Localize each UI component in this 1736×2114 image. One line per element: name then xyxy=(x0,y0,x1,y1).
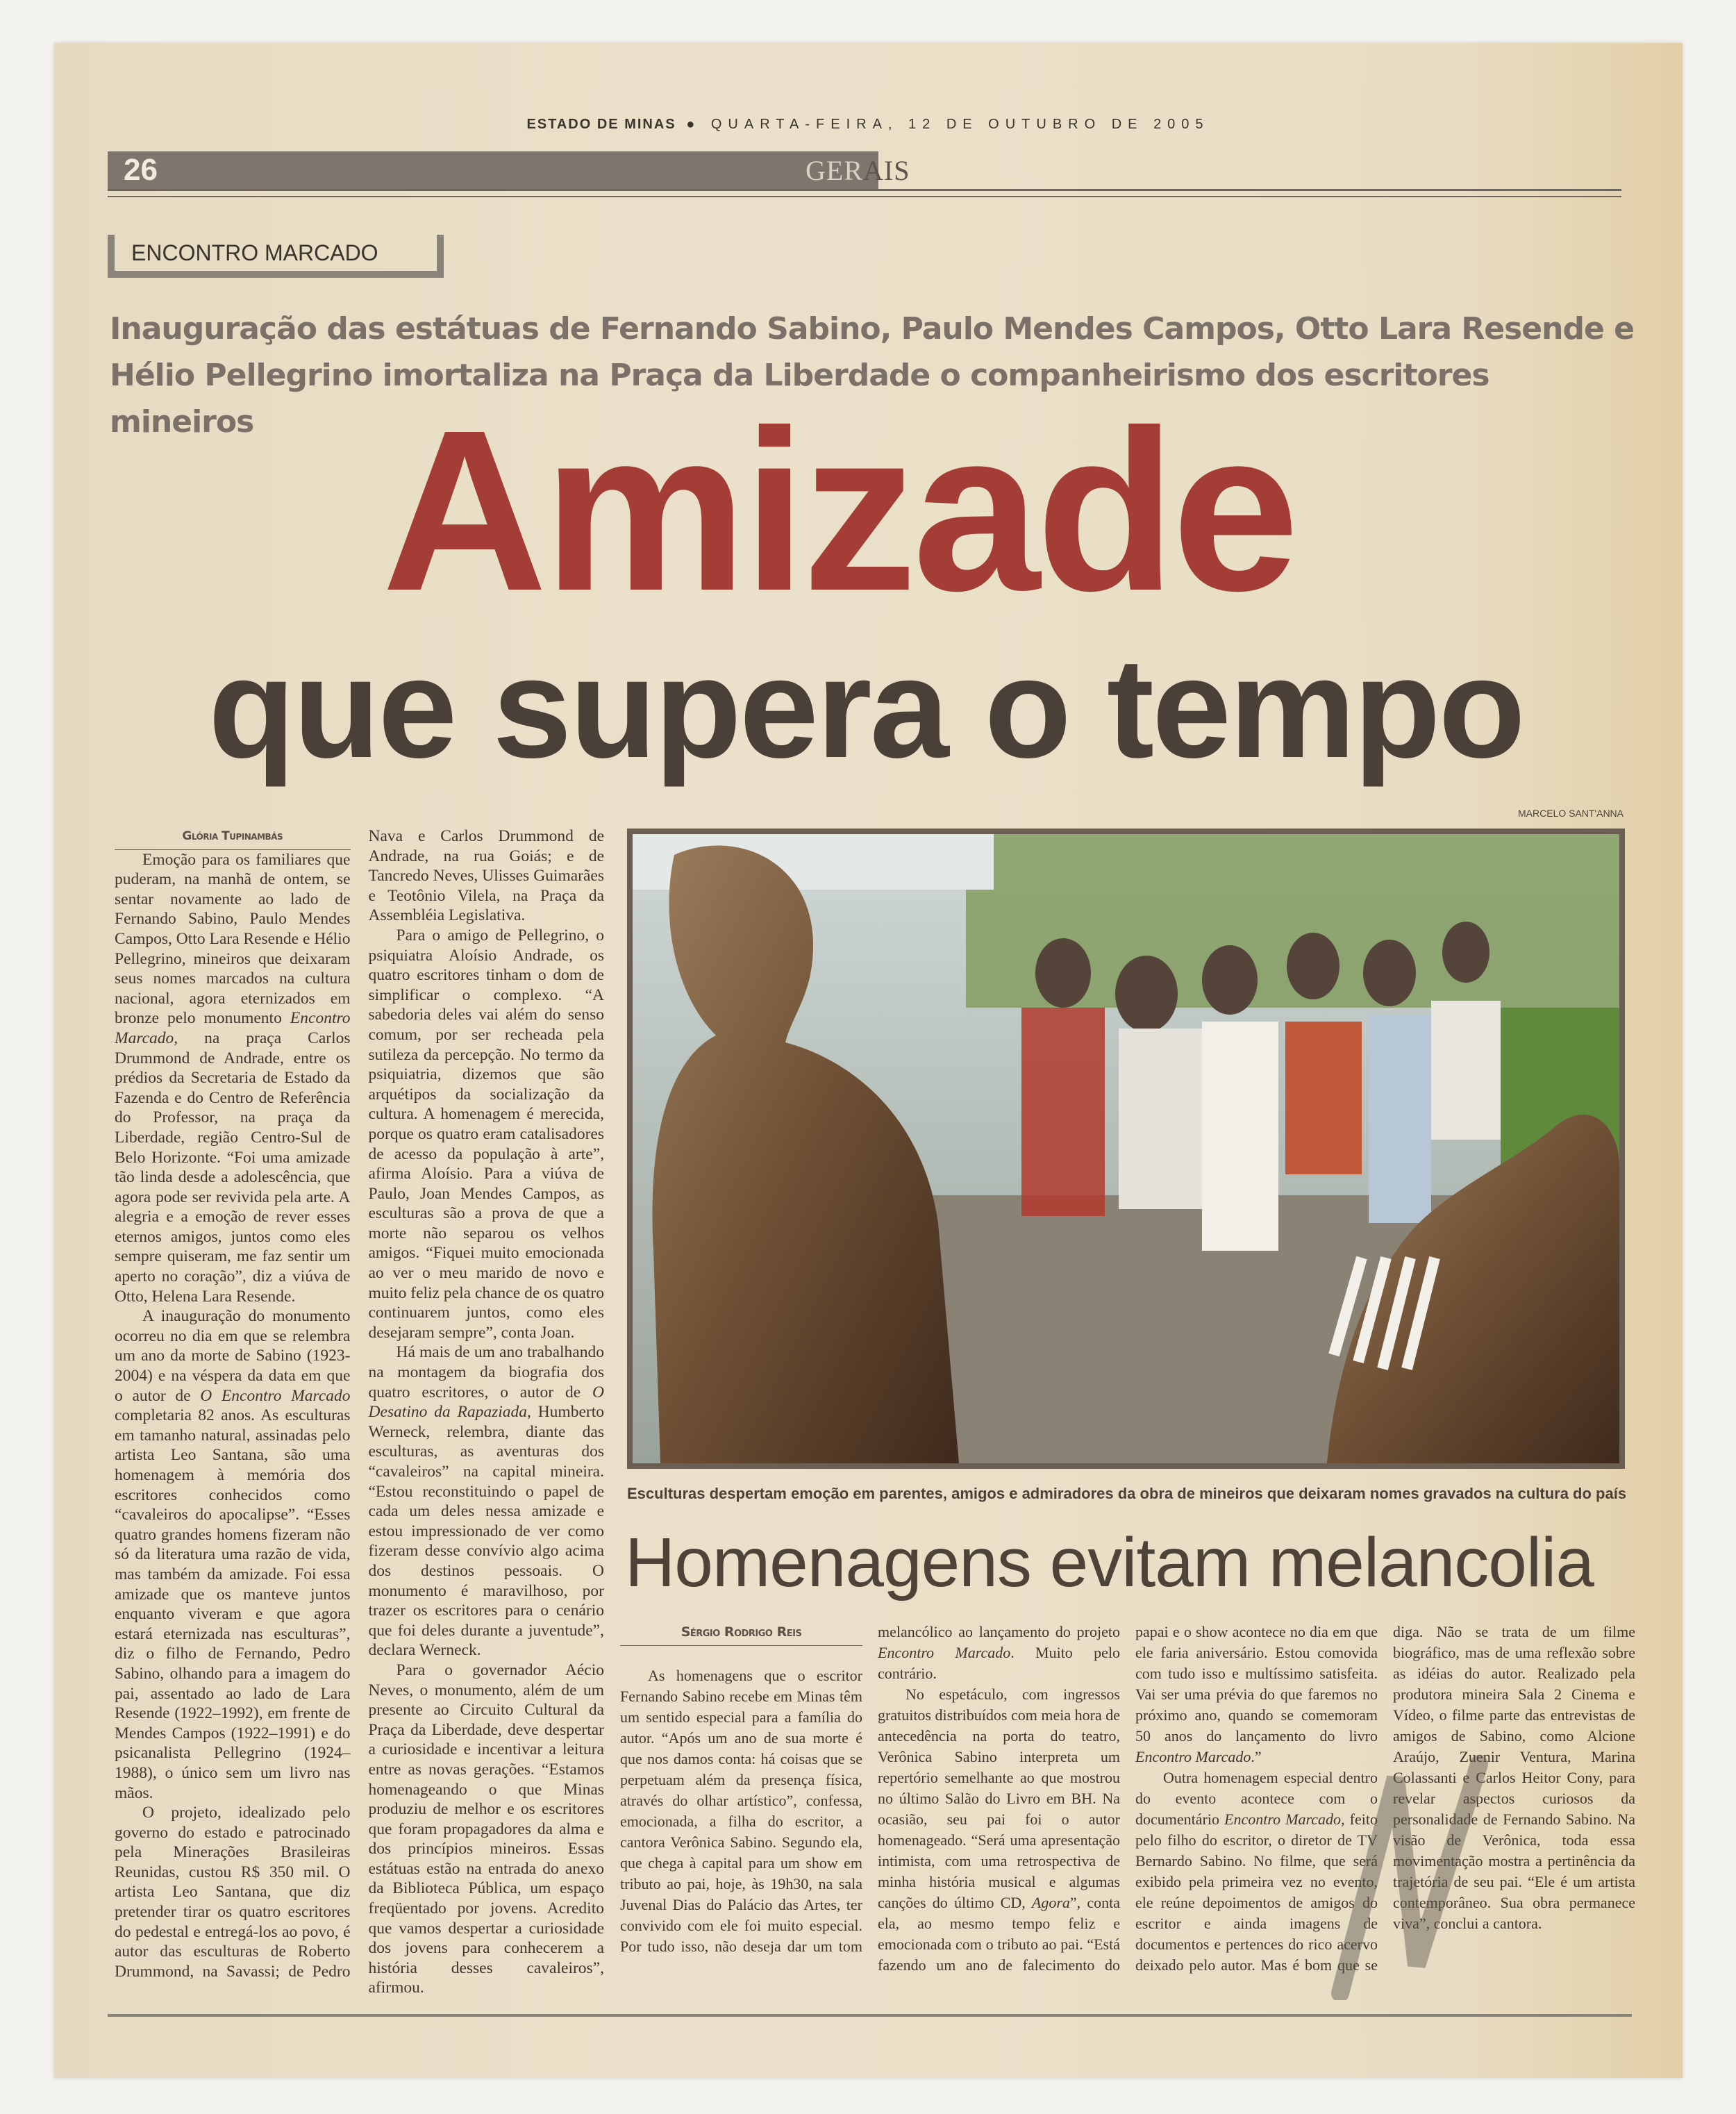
section-name-suffix: AIS xyxy=(863,155,910,186)
issue-date: QUARTA-FEIRA, 12 DE OUTUBRO DE 2005 xyxy=(710,117,1210,132)
kicker-label: ENCONTRO MARCADO xyxy=(108,235,444,278)
paragraph-text: ”, conta ela, ao mesmo tempo feliz e emocionada com o tributo ao pai. “Está fazendo um ano de falecimento do papai e o show acontece no dia em que ele faria aniversário. Estou comovida com tudo isso e multíssimo satisfeita. Vai ser uma prévia do que faremos no próximo ano, quando se comemoram 50 anos do lançamento do livro xyxy=(878,1623,1378,1974)
header-rule-thin xyxy=(108,196,1621,197)
article-paragraph xyxy=(115,1306,351,1803)
paragraph-text: , feito pelo filho do escritor, o diretor de TV Bernardo Sabino. No filme, que será exibido pela primeira vez no evento, ele reúne depoimentos de amigos do escritor e ainda imagens de documentos e pertences do rico acervo deixado pelo autor. Mas é bom que se diga. Não se trata de um filme biográfico, mas de uma reflexão sobre as idéias do autor. Realizado pela produtora mineira Sala 2 Cinema e Vídeo, o filme parte das entrevistas de amigos de Sabino, como Alcione Araújo, Zuenir Ventura, Marina Colassanti e Carlos Heitor Cony, para revelar aspectos curiosos da personalidade de Fernando Sabino. Na visão de Verônica, toda essa movimentação mostra a pertinência da trajetória de seu pai. “Ele é um artista contemporâneo. Sua obra permanece viva”, conclui a cantora. xyxy=(1135,1623,1635,1974)
paragraph-text: As homenagens que o escritor Fernando Sabino recebe em Minas têm um sentido especial para a família do autor. “Após um ano de sua morte é que nos damos conta: há coisas que se perpetuam além da presença física, através do olhar artístico”, confessa, emocionada, a filha do escritor, a cantora Verônica Sabino. Segundo ela, que chega à capital para um show em tributo ao pai, hoje, às 19h30, na sala Juvenal Dias do Palácio das Artes, ter convivido com ele foi muito especial. Por tudo isso, não deseja dar um tom melancólico ao lançamento do projeto xyxy=(620,1623,1120,1955)
photo-illustration xyxy=(633,834,1619,1463)
masthead xyxy=(0,117,1736,133)
photo-credit: MARCELO SANT'ANNA xyxy=(1517,808,1624,819)
byline: Sérgio Rodrigo Reis xyxy=(620,1622,862,1646)
section-bar xyxy=(108,151,878,189)
paragraph-text: .” xyxy=(1251,1748,1262,1765)
subheadline: Inauguração das estátuas de Fernando Sabino, Paulo Mendes Campos, Otto Lara Resende e Hélio Pellegrino imortaliza na Praça da Liberdade o companheirismo dos escritores mineiros xyxy=(110,311,1634,440)
headline-secondary: que supera o tempo xyxy=(208,629,1524,788)
italic-title: O Desatino da Rapaziada xyxy=(368,1383,604,1422)
photo-caption: Esculturas despertam emoção em parentes, amigos e admiradores da obra de mineiros que deixaram nomes gravados na cultura do país xyxy=(627,1485,1627,1502)
page-number: 26 xyxy=(124,153,158,187)
newspaper-name: ESTADO DE MINAS xyxy=(526,117,676,132)
paragraph-text: , na praça Carlos Drummond de Andrade, entre os prédios da Secretaria de Estado da Fazenda e do Centro de Referência do Professor, na praça da Liberdade, região Centro-Sul de Belo Horizonte. “Foi uma amizade tão linda desde a adolescência, que agora pode ser revivida pela arte. A alegria e a emoção de rever esses eternos amigos, juntos como eles sempre quiseram, me faz sentir um aperto no coração”, diz a viúva de Otto, Helena Lara Resende. xyxy=(115,1029,351,1306)
article-secondary xyxy=(620,1622,1635,1976)
paragraph-text: . Muito pelo contrário. xyxy=(878,1644,1120,1682)
section-name-prefix: GER xyxy=(806,155,863,186)
news-photo-statues-crowd xyxy=(627,829,1625,1469)
paragraph-text: Há mais de um ano trabalhando na montagem da biografia dos quatro escritores, o autor de xyxy=(368,1343,604,1401)
article-paragraph xyxy=(369,926,605,1342)
article-paragraph xyxy=(115,850,351,1307)
paragraph-text: Emoção para os familiares que puderam, na manhã de ontem, se sentar novamente ao lado de Fernando Sabino, Paulo Mendes Campos, Otto Lara Resende e Hélio Pellegrino, mineiros que deixaram seus nomes marcados na cultura nacional, agora eternizados em bronze pelo monumento xyxy=(115,850,351,1028)
article-main-body xyxy=(115,826,604,1998)
article-paragraph xyxy=(369,1342,605,1661)
italic-title: Agora xyxy=(1031,1894,1070,1911)
article-paragraph xyxy=(369,1661,605,1998)
paragraph-text: O projeto, idealizado pelo governo do estado e patrocinado pela Minerações Brasileiras Reunidas, custou R$ 350 mil. O artista Leo Santana, que diz pretender tirar os quatro escritores do pedestal e entregá-los ao povo, é autor das esculturas de Roberto Drummond, na Savassi; de Pedro Nava e Carlos Drummond de Andrade, na rua Goiás; e de Tancredo Neves, Ulisses Guimarães e Teotônio Vilela, na Praça da Assembléia Legislativa. xyxy=(115,827,604,1981)
article-secondary-body xyxy=(620,1622,1635,1976)
section-name xyxy=(806,153,910,189)
byline: Glória Tupinambás xyxy=(115,826,351,850)
secondary-headline: Homenagens evitam melancolia xyxy=(625,1524,1594,1601)
paragraph-text: Para o governador Aécio Neves, o monumento, além de um presente ao Circuito Cultural da Praça da Liberdade, deve despertar a curiosidade e incentivar a leitura entre as novas gerações. “Estamos homenageando o que Minas produziu de melhor e os escritores que foram propagadores da alma e dos princípios mineiros. Essas estátuas estão na entrada do anexo da Biblioteca Pública, um espaço freqüentado por jovens. Acredito que vamos despertar a curiosidade dos jovens para conhecerem a história desses cavaleiros”, afirmou. xyxy=(368,1661,604,1997)
paragraph-text: No espetáculo, com ingressos gratuitos distribuídos com meia hora de antecedência na porta do teatro, Verônica Sabino interpreta um repertório semelhante ao que mostrou no último Salão do Livro em BH. Na ocasião, seu pai foi o autor homenageado. “Será uma apresentação intimista, com uma retrospectiva de minha história musical e algumas canções do último CD, xyxy=(878,1686,1120,1911)
article-main xyxy=(115,826,604,1998)
italic-title: Encontro Marcado xyxy=(1224,1811,1342,1828)
header-rule xyxy=(108,189,1621,191)
italic-title: Encontro Marcado xyxy=(115,1009,351,1047)
bullet: ● xyxy=(686,117,701,132)
italic-title: Encontro Marcado xyxy=(878,1644,1011,1661)
paragraph-text: completaria 82 anos. As esculturas em tamanho natural, assinadas pelo artista Leo Santana, são uma homenagem à memória dos escritores conhecidos como “cavaleiros do apocalipse”. “Esses quatro grandes homens fizeram não só da literatura uma razão de vida, mas também da amizade. Foi essa amizade que os manteve juntos enquanto viveram e que agora estará eternizada nas esculturas”, diz o filho de Fernando, Pedro Sabino, olhando para a imagem do pai, assentado ao lado de Lara Resende (1922–1992), em frente de Mendes Campos (1922–1991) e do psicanalista Pellegrino (1924–1988), o único sem um livro nas mãos. xyxy=(115,1406,351,1802)
italic-title: Encontro Marcado xyxy=(1135,1748,1251,1765)
paragraph-text: Para o amigo de Pellegrino, o psiquiatra Aloísio Andrade, os quatro escritores tinham o dom de simplificar o complexo. “A sabedoria deles vai além do senso comum, por ser recheada pela sutileza da percepção. No termo da psiquiatria, dizemos que são arquétipos da socialização da cultura. A homenagem é merecida, porque os quatro eram catalisadores de acesso da população à arte”, afirma Aloísio. Para a viúva de Paulo, Joan Mendes Campos, as esculturas são a prova de que a morte não separou os velhos amigos. “Fiquei muito emocionada ao ver o meu marido de novo e muito feliz pela chance de os quatro continuarem juntos, como eles desejaram sempre”, conta Joan. xyxy=(368,926,604,1342)
paragraph-text: A inauguração do monumento ocorreu no dia em que se relembra um ano da morte de Sabino (1923-2004) e na véspera da data em que o autor de xyxy=(115,1307,351,1405)
bottom-rule xyxy=(108,2014,1632,2017)
paragraph-text: Outra homenagem especial dentro do evento acontece com o documentário xyxy=(1135,1769,1378,1828)
italic-title: O Encontro Marcado xyxy=(200,1386,351,1405)
paragraph-text: , Humberto Werneck, relembra, diante das esculturas, as aventuras dos “cavaleiros” na capital mineira. “Estou reconstituindo o papel de cada um deles nessa amizade e estou impressionado de ver como fizeram desse convívio algo acima dos destinos pessoais. O monumento é maravilhoso, por trazer os escritores para o cenário que foi deles durante a juventude”, declara Werneck. xyxy=(368,1403,604,1660)
headline-main: Amizade xyxy=(382,382,1296,638)
